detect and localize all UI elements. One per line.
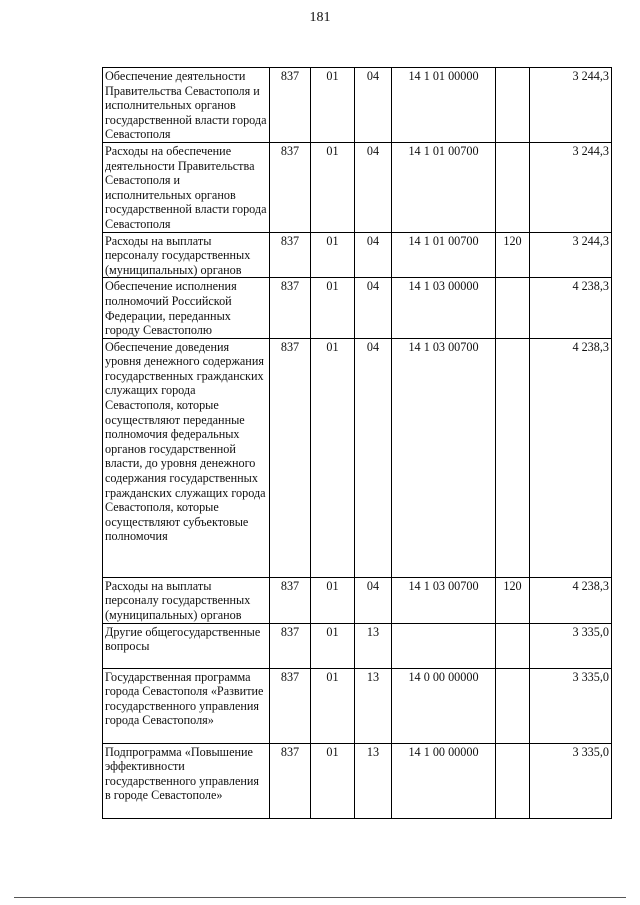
subsection-code-cell: 13: [355, 668, 392, 743]
expense-type-cell: [496, 743, 530, 818]
expense-name-cell: Подпрограмма «Повышение эффективности государственного управления в городе Севастополе»: [103, 743, 270, 818]
amount-cell: 4 238,3: [530, 278, 612, 338]
expense-type-cell: [496, 668, 530, 743]
table-row: [103, 142, 612, 232]
expense-type-cell: [496, 278, 530, 338]
subsection-code-cell: 04: [355, 338, 392, 577]
section-code-cell: 01: [311, 623, 355, 668]
subsection-code-cell: 13: [355, 623, 392, 668]
amount-cell: 3 335,0: [530, 623, 612, 668]
expense-type-cell: [496, 623, 530, 668]
ved-code-cell: 837: [270, 232, 311, 278]
ved-code-cell: 837: [270, 338, 311, 577]
target-article-cell: 14 1 01 00700: [392, 232, 496, 278]
section-code-cell: 01: [311, 278, 355, 338]
expense-name-cell: Обеспечение деятельности Правительства Севастополя и исполнительных органов государственной власти города Севастополя: [103, 68, 270, 143]
expense-type-cell: [496, 142, 530, 232]
ved-code-cell: 837: [270, 743, 311, 818]
section-code-cell: 01: [311, 743, 355, 818]
expense-type-cell: [496, 338, 530, 577]
expense-name-cell: Обеспечение доведения уровня денежного содержания государственных гражданских служащих города Севастополя, которые осуществляют переданные полномочия федеральных органов государственной власти, до уровня денежного содержания государственных гражданских служащих города Севастополя, которые осуществляют субъектовые полномочия: [103, 338, 270, 577]
target-article-cell: [392, 623, 496, 668]
ved-code-cell: 837: [270, 577, 311, 623]
table-row: [103, 668, 612, 743]
expense-name-cell: Расходы на выплаты персоналу государственных (муниципальных) органов: [103, 577, 270, 623]
expense-name-cell: Расходы на выплаты персоналу государственных (муниципальных) органов: [103, 232, 270, 278]
expense-type-cell: 120: [496, 577, 530, 623]
table-row: [103, 278, 612, 338]
subsection-code-cell: 04: [355, 577, 392, 623]
table-row: [103, 68, 612, 143]
section-code-cell: 01: [311, 142, 355, 232]
amount-cell: 3 244,3: [530, 142, 612, 232]
ved-code-cell: 837: [270, 278, 311, 338]
page-number: 181: [309, 10, 331, 25]
table-row: [103, 743, 612, 818]
target-article-cell: 14 1 00 00000: [392, 743, 496, 818]
section-code-cell: 01: [311, 232, 355, 278]
subsection-code-cell: 13: [355, 743, 392, 818]
expense-name-cell: Другие общегосударственные вопросы: [103, 623, 270, 668]
budget-table: [102, 67, 612, 819]
subsection-code-cell: 04: [355, 68, 392, 143]
subsection-code-cell: 04: [355, 232, 392, 278]
expense-name-cell: Обеспечение исполнения полномочий Российской Федерации, переданных городу Севастополю: [103, 278, 270, 338]
target-article-cell: 14 1 03 00700: [392, 338, 496, 577]
amount-cell: 3 335,0: [530, 743, 612, 818]
section-code-cell: 01: [311, 68, 355, 143]
subsection-code-cell: 04: [355, 278, 392, 338]
section-code-cell: 01: [311, 338, 355, 577]
ved-code-cell: 837: [270, 623, 311, 668]
ved-code-cell: 837: [270, 668, 311, 743]
amount-cell: 3 244,3: [530, 68, 612, 143]
expense-name-cell: Государственная программа города Севастополя «Развитие государственного управления города Севастополя»: [103, 668, 270, 743]
table-row: [103, 338, 612, 577]
target-article-cell: 14 1 01 00700: [392, 142, 496, 232]
target-article-cell: 14 1 03 00700: [392, 577, 496, 623]
amount-cell: 3 335,0: [530, 668, 612, 743]
amount-cell: 4 238,3: [530, 338, 612, 577]
section-code-cell: 01: [311, 668, 355, 743]
target-article-cell: 14 0 00 00000: [392, 668, 496, 743]
page-bottom-rule: [14, 897, 626, 898]
ved-code-cell: 837: [270, 68, 311, 143]
amount-cell: 4 238,3: [530, 577, 612, 623]
ved-code-cell: 837: [270, 142, 311, 232]
table-row: [103, 232, 612, 278]
section-code-cell: 01: [311, 577, 355, 623]
expense-name-cell: Расходы на обеспечение деятельности Правительства Севастополя и исполнительных органов государственной власти города Севастополя: [103, 142, 270, 232]
table-row: [103, 577, 612, 623]
expense-type-cell: [496, 68, 530, 143]
target-article-cell: 14 1 03 00000: [392, 278, 496, 338]
target-article-cell: 14 1 01 00000: [392, 68, 496, 143]
amount-cell: 3 244,3: [530, 232, 612, 278]
subsection-code-cell: 04: [355, 142, 392, 232]
expense-type-cell: 120: [496, 232, 530, 278]
table-row: [103, 623, 612, 668]
